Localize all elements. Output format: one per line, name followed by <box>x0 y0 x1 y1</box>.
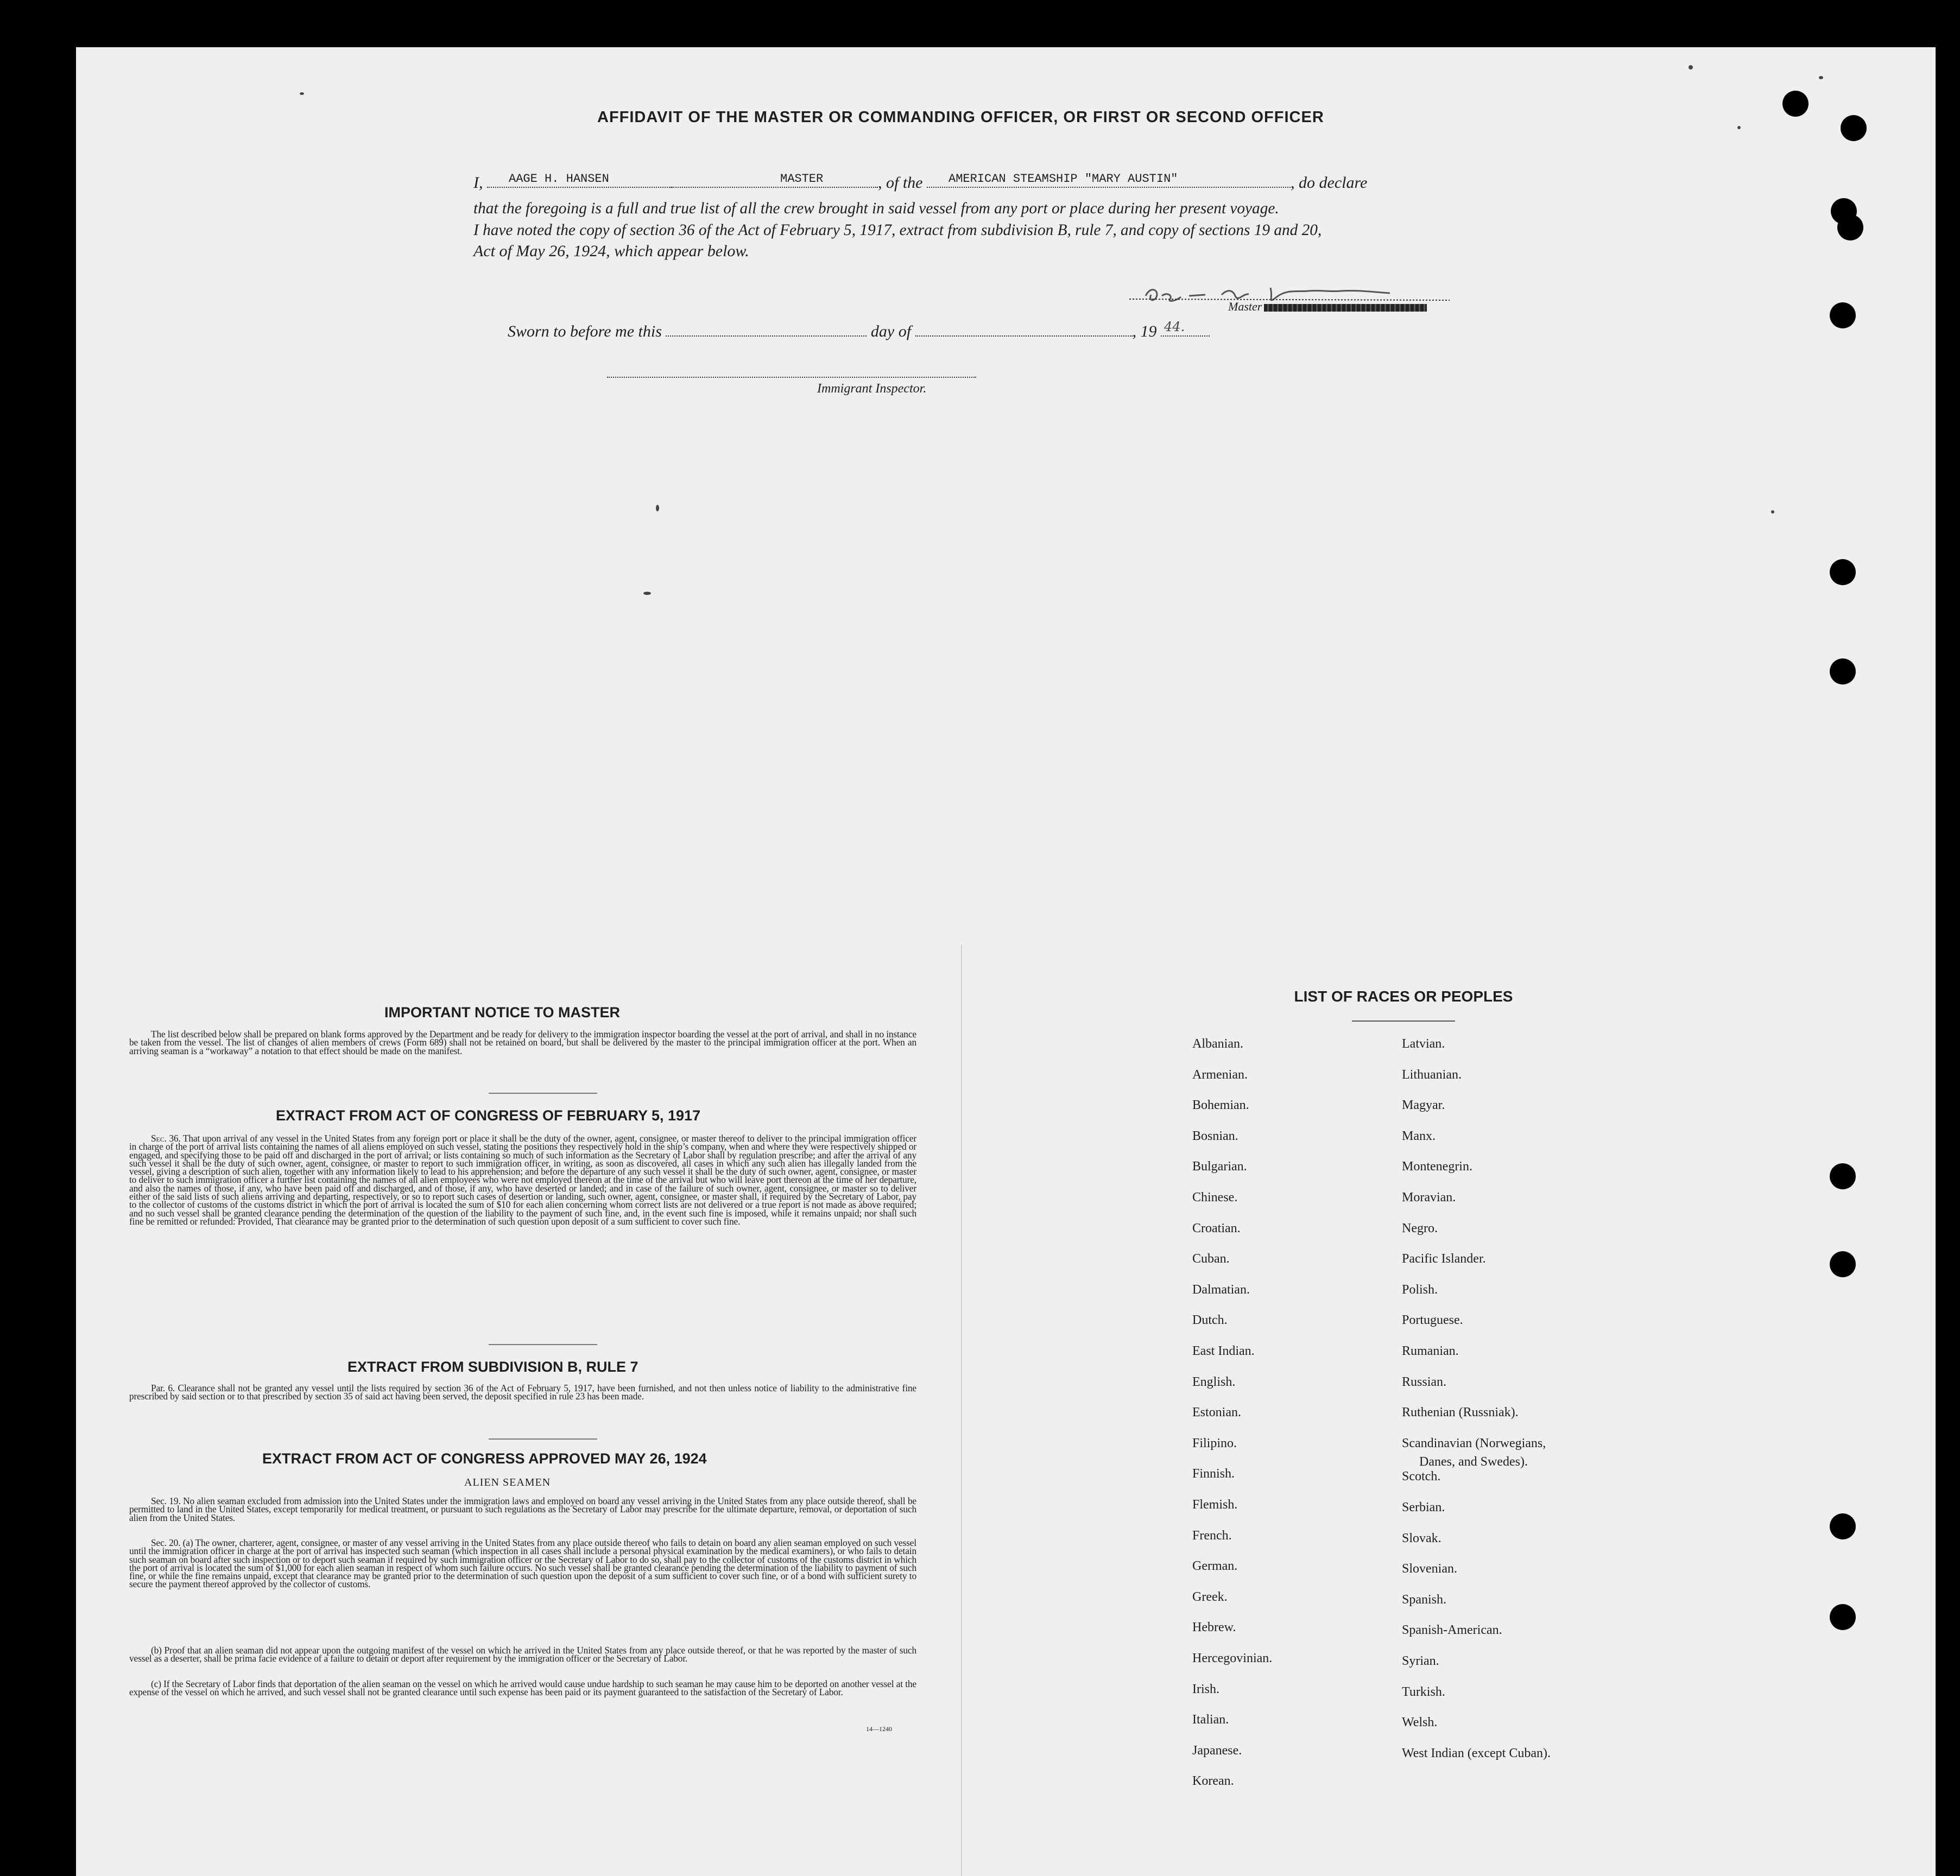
affidavit-line-4: Act of May 26, 1924, which appear below. <box>473 242 749 260</box>
race-item: Hebrew. <box>1192 1620 1236 1635</box>
race-item: Lithuanian. <box>1402 1067 1462 1082</box>
speck <box>300 92 304 95</box>
race-item: Russian. <box>1402 1374 1447 1389</box>
race-item: Dalmatian. <box>1192 1282 1250 1297</box>
race-item: Dutch. <box>1192 1313 1228 1328</box>
divider <box>489 1093 597 1094</box>
speck <box>643 592 651 595</box>
race-item: Finnish. <box>1192 1467 1235 1481</box>
sec-20a-text: Sec. 20. (a) The owner, charterer, agent, consignee, or master of any vessel arriving in the United States from any place outside thereof who fails to detain on board any alien seaman employed on such vessel until the immigration officer in charge at the port of arrival has inspected such seaman (which inspection in all cases shall include a personal physical examination by the medical examiners), or who fails to detain such seaman on board after such inspection or to deport such seaman if required by such immigration officer or the Secretary of Labor to do so, shall pay to the collector of customs of the customs district in which the port of arrival is located the sum of $1,000 for each alien seaman in respect of whom such failure occurs. No such vessel shall be granted clearance pending the determination of the liability to payment of such fine, or while the fine remains unpaid, except that clearance may be granted prior to the determination of such question upon the deposit of a sum sufficient to cover such fine, or of a bond with sufficient surety to secure the payment thereof approved by the collector of customs. <box>129 1537 916 1590</box>
races-title: LIST OF RACES OR PEOPLES <box>1294 988 1513 1005</box>
sec-20b-text: (b) Proof that an alien seaman did not appear upon the outgoing manifest of the vessel on which he arrived in the United States from any place outside thereof, or that he was reported by the master of such vessel as a deserter, shall be prima facie evidence of a failure to detain or deport after requirement by the immigration officer or the Secretary of Labor. <box>129 1645 916 1664</box>
race-item: West Indian (except Cuban). <box>1402 1746 1551 1760</box>
sworn-month-field <box>915 321 1133 337</box>
race-item: Greek. <box>1192 1589 1228 1604</box>
hole-punch <box>1830 1251 1856 1277</box>
sec-36-label: Sec. 36. <box>151 1133 181 1144</box>
sec-20c-text: (c) If the Secretary of Labor finds that deportation of the alien seaman on the vessel on which he arrived would cause undue hardship to such seaman he may cause him to be deported on another vessel at the expense of the vessel on which he arrived, and such vessel shall not be granted clearance until such expense has been paid or its payment guaranteed to the satisfaction of the Secretary of Labor. <box>129 1678 916 1698</box>
day-of-text: day of <box>870 322 912 340</box>
race-item: Montenegrin. <box>1402 1159 1472 1174</box>
race-item: French. <box>1192 1528 1232 1543</box>
alien-seamen-subtitle: ALIEN SEAMEN <box>464 1476 551 1488</box>
race-item: Rumanian. <box>1402 1344 1459 1358</box>
race-item: Welsh. <box>1402 1715 1438 1730</box>
hole-punch <box>1830 302 1856 328</box>
hole-punch <box>1830 1163 1856 1189</box>
race-item: Estonian. <box>1192 1405 1241 1420</box>
race-item: Scotch. <box>1402 1469 1441 1484</box>
affidavit-line-2: that the foregoing is a full and true list of all the crew brought in said vessel from any port or place during her present voyage. <box>473 200 1279 217</box>
race-item: Manx. <box>1402 1129 1436 1143</box>
speck <box>1737 126 1741 129</box>
inspector-label: Immigrant Inspector. <box>817 382 927 396</box>
race-item: Danes, and Swedes). <box>1419 1454 1528 1469</box>
affidavit-line-3: I have noted the copy of section 36 of the Act of February 5, 1917, extract from subdivision B, rule 7, and copy of sections 19 and 20, <box>473 221 1322 239</box>
race-item: Flemish. <box>1192 1498 1238 1512</box>
race-item: Irish. <box>1192 1682 1219 1696</box>
race-item: Armenian. <box>1192 1067 1248 1082</box>
name-typed: AAGE H. HANSEN <box>509 172 609 186</box>
hole-punch <box>1837 214 1863 240</box>
hole-punch <box>1830 1513 1856 1539</box>
race-item: Slovenian. <box>1402 1562 1457 1576</box>
divider <box>489 1344 597 1345</box>
race-item: Spanish. <box>1402 1592 1447 1607</box>
vessel-field <box>927 173 1291 188</box>
signature-caption <box>1228 300 1427 314</box>
race-item: Korean. <box>1192 1774 1234 1789</box>
extract-1917-body <box>129 1135 916 1226</box>
vessel-typed: AMERICAN STEAMSHIP "MARY AUSTIN" <box>949 172 1178 186</box>
race-item: Polish. <box>1402 1282 1438 1297</box>
hole-punch <box>1841 115 1867 141</box>
race-item: Bulgarian. <box>1192 1159 1247 1174</box>
form-number: 14—1240 <box>866 1725 892 1733</box>
race-item: Cuban. <box>1192 1252 1230 1266</box>
rank-typed: MASTER <box>780 172 824 186</box>
speck <box>1819 76 1823 79</box>
race-item: Negro. <box>1402 1221 1438 1235</box>
race-item: Latvian. <box>1402 1037 1445 1051</box>
race-item: German. <box>1192 1559 1238 1574</box>
notice-body: The list described below shall be prepared on blank forms approved by the Department and be ready for delivery to the immigration inspector boarding the vessel at the port of arrival, and shall in no instance be taken from the vessel. The list of changes of alien members of crews (Form 689) shall not be retained on board, but shall be delivered by the master to the principal immigration officer at the port. When an arriving seaman is a “workaway” a notation to that effect should be made on the manifest. <box>129 1029 916 1056</box>
race-item: Syrian. <box>1402 1654 1439 1668</box>
signature-caption-text: Master <box>1228 300 1262 313</box>
race-item: Serbian. <box>1402 1500 1445 1514</box>
rank-field <box>672 173 878 188</box>
race-item: Bosnian. <box>1192 1129 1238 1143</box>
race-item: Japanese. <box>1192 1743 1242 1758</box>
extract-rule7-title: EXTRACT FROM SUBDIVISION B, RULE 7 <box>347 1359 638 1375</box>
hole-punch <box>1830 1604 1856 1630</box>
race-item: Magyar. <box>1402 1098 1445 1113</box>
race-item: Slovak. <box>1402 1531 1441 1545</box>
race-item: Hercegovinian. <box>1192 1651 1273 1665</box>
hole-punch <box>1782 91 1809 117</box>
race-item: Turkish. <box>1402 1684 1445 1699</box>
sworn-day-field <box>666 321 867 337</box>
race-item: Spanish-American. <box>1402 1623 1502 1638</box>
year-handwritten: 44. <box>1164 319 1185 334</box>
year-prefix: , 19 <box>1132 322 1157 340</box>
race-item: Italian. <box>1192 1713 1229 1727</box>
page-fold <box>961 945 962 1876</box>
extract-1924-title: EXTRACT FROM ACT OF CONGRESS APPROVED MAY 26, 1924 <box>262 1450 707 1467</box>
notice-title: IMPORTANT NOTICE TO MASTER <box>384 1004 620 1021</box>
speck <box>1771 510 1774 514</box>
affidavit-line-1 <box>473 173 1367 192</box>
race-item: Pacific Islander. <box>1402 1252 1486 1266</box>
race-item: Bohemian. <box>1192 1098 1249 1113</box>
inspector-signature-line <box>607 377 976 378</box>
of-the-text: , of the <box>878 174 923 192</box>
struck-out-title <box>1264 304 1427 312</box>
name-field <box>487 173 672 188</box>
sec-36-text: That upon arrival of any vessel in the United States from any foreign port or place it shall be the duty of the owner, agent, consignee, or master thereof to deliver to the principal immigration officer in charge of the port of arrival lists containing the names of all aliens employed on such vessel, stating the positions they respectively hold in the ship’s company, when and where they were respectively shipped or engaged, and specifying those to be paid off and discharged in the port of arrival; or lists containing so much of such information as the Secretary of Labor shall by regulation prescribe; and after the arrival of any such vessel it shall be the duty of such owner, agent, consignee, or master to report to such immigration officer, in writing, as soon as discovered, all cases in which any such alien has illegally landed from the vessel, giving a description of such alien, together with any information likely to lead to his apprehension; and before the departure of any such vessel it shall be the duty of such owner, agent, consignee, or master to deliver to such immigration officer a further list containing the names of all alien employees who were not employed thereon at the time of the arrival but who will leave port thereon at the time of her departure, and also the names of those, if any, who have been paid off and discharged, and of those, if any, who have deserted or landed; and in case of the failure of such owner, agent, consignee, or master so to deliver either of the said lists of such aliens arriving and departing, respectively, or so to report such cases of desertion or landing, such owner, agent, consignee, or master shall, if required by the Secretary of Labor, pay to the collector of customs of the customs district in which the port of arrival is located the sum of $10 for each alien concerning whom correct lists are not delivered or a true report is not made as above required; and no such vessel shall be granted clearance pending the determination of the question of the liability to the payment of such fine, and, in the event such fine is imposed, while it remains unpaid; nor shall such fine be remitted or refunded: Provided, That clearance may be granted prior to the determination of such question upon deposit of a sum sufficient to cover such fine. <box>129 1133 916 1227</box>
race-item: Croatian. <box>1192 1221 1241 1235</box>
race-item: Chinese. <box>1192 1190 1238 1205</box>
divider <box>489 1438 597 1440</box>
race-item: Moravian. <box>1402 1190 1456 1205</box>
race-item: Filipino. <box>1192 1436 1237 1450</box>
race-item: Albanian. <box>1192 1037 1243 1051</box>
race-item: East Indian. <box>1192 1344 1255 1358</box>
sec-19-text: Sec. 19. No alien seaman excluded from admission into the United States under the immigration laws and employed on board any vessel arriving in the United States from any place outside thereof, shall be permitted to land in the United States, except temporarily for medical treatment, or pursuant to such regulations as the Secretary of Labor may prescribe for the ultimate departure, removal, or deportation of such alien from the United States. <box>129 1495 916 1523</box>
race-item: Scandinavian (Norwegians, <box>1402 1436 1546 1450</box>
speck <box>1689 65 1693 69</box>
race-item: Ruthenian (Russniak). <box>1402 1405 1519 1420</box>
hole-punch <box>1830 559 1856 585</box>
extract-1917-title: EXTRACT FROM ACT OF CONGRESS OF FEBRUARY 5, 1917 <box>276 1107 701 1124</box>
race-item: Portuguese. <box>1402 1313 1463 1328</box>
year-field <box>1161 321 1210 337</box>
divider <box>1352 1021 1455 1022</box>
race-item: English. <box>1192 1374 1236 1389</box>
affidavit-prefix: I, <box>473 174 483 192</box>
do-declare-text: , do declare <box>1291 174 1368 192</box>
hole-punch <box>1830 658 1856 685</box>
sworn-prefix: Sworn to before me this <box>508 322 662 340</box>
sworn-line <box>508 321 1210 341</box>
affidavit-title: AFFIDAVIT OF THE MASTER OR COMMANDING OFFICER, OR FIRST OR SECOND OFFICER <box>597 109 1324 126</box>
extract-rule7-body: Par. 6. Clearance shall not be granted any vessel until the lists required by section 36 of the Act of February 5, 1917, have been furnished, and not then unless notice of liability to the administrative fine prescribed by said section or to that prescribed by section 35 of said act having been served, the deposit specified in rule 23 has been made. <box>129 1383 916 1402</box>
speck <box>656 505 659 511</box>
